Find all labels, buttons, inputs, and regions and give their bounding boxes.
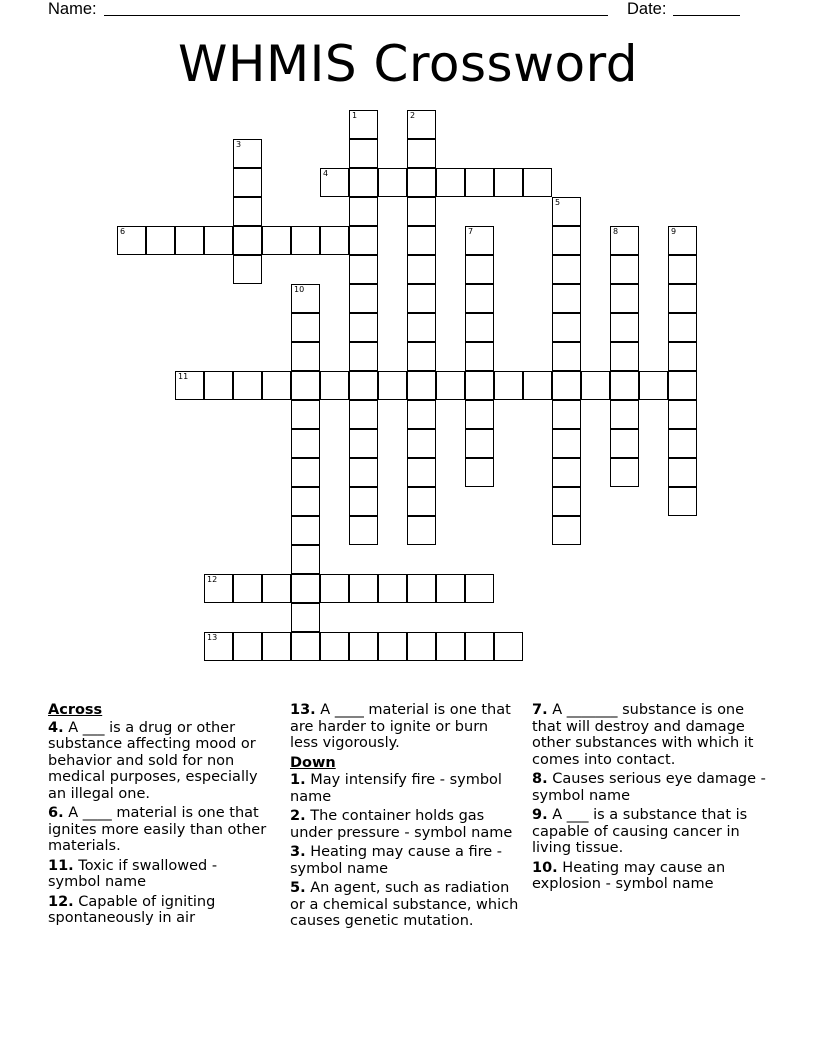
grid-cell[interactable] xyxy=(610,342,639,371)
grid-cell[interactable] xyxy=(291,516,320,545)
cell-number: 7 xyxy=(468,227,474,236)
grid-cell[interactable] xyxy=(407,400,436,429)
grid-cell[interactable] xyxy=(668,255,697,284)
grid-cell[interactable] xyxy=(668,284,697,313)
clue-number: 7. xyxy=(532,702,548,718)
grid-cell[interactable] xyxy=(233,139,262,168)
clue-number: 10. xyxy=(532,859,558,876)
grid-cell[interactable] xyxy=(291,487,320,516)
grid-cell[interactable] xyxy=(349,458,378,487)
grid-cell[interactable] xyxy=(320,632,349,661)
grid-cell[interactable] xyxy=(407,139,436,168)
clue-text: A ___ is a substance that is capable of causing cancer in living tissue. xyxy=(532,807,748,856)
grid-cell[interactable] xyxy=(465,400,494,429)
clue-down-3 xyxy=(290,844,520,877)
grid-cell[interactable] xyxy=(320,168,349,197)
cell-number: 4 xyxy=(323,169,329,178)
grid-cell[interactable] xyxy=(378,632,407,661)
clue-text: Toxic if swallowed - symbol name xyxy=(48,857,218,890)
grid-cell[interactable] xyxy=(175,371,204,400)
grid-cell[interactable] xyxy=(349,632,378,661)
grid-cell[interactable] xyxy=(407,226,436,255)
clue-number: 8. xyxy=(532,771,548,787)
grid-cell[interactable] xyxy=(349,371,378,400)
cell-number: 3 xyxy=(236,140,242,149)
grid-cell[interactable] xyxy=(668,487,697,516)
grid-cell[interactable] xyxy=(407,110,436,139)
clues-column-3 xyxy=(532,702,772,896)
grid-cell[interactable] xyxy=(349,139,378,168)
name-label: Name: xyxy=(48,0,97,18)
grid-cell[interactable] xyxy=(349,197,378,226)
grid-cell[interactable] xyxy=(349,284,378,313)
grid-cell[interactable] xyxy=(262,371,291,400)
clue-text: A ___ is a drug or other substance affecting mood or behavior and sold for non medical purposes, especially an illegal one. xyxy=(48,719,258,802)
date-label: Date: xyxy=(627,0,667,18)
grid-cell[interactable] xyxy=(610,458,639,487)
grid-cell[interactable] xyxy=(494,371,523,400)
cell-number: 11 xyxy=(178,372,189,381)
grid-cell[interactable] xyxy=(204,632,233,661)
grid-cell[interactable] xyxy=(407,313,436,342)
grid-cell[interactable] xyxy=(349,342,378,371)
cell-number: 6 xyxy=(120,227,126,236)
grid-cell[interactable] xyxy=(552,342,581,371)
grid-cell[interactable] xyxy=(291,574,320,603)
grid-cell[interactable] xyxy=(552,371,581,400)
across-heading: Across xyxy=(48,702,103,718)
grid-cell[interactable] xyxy=(668,429,697,458)
grid-cell[interactable] xyxy=(407,255,436,284)
grid-cell[interactable] xyxy=(436,371,465,400)
grid-cell[interactable] xyxy=(204,226,233,255)
cell-number: 2 xyxy=(410,111,416,120)
grid-cell[interactable] xyxy=(552,284,581,313)
cell-number: 8 xyxy=(613,227,619,236)
grid-cell[interactable] xyxy=(581,371,610,400)
grid-cell[interactable] xyxy=(639,371,668,400)
grid-cell[interactable] xyxy=(233,168,262,197)
grid-cell[interactable] xyxy=(291,313,320,342)
cell-number: 13 xyxy=(207,633,218,642)
grid-cell[interactable] xyxy=(465,429,494,458)
grid-cell[interactable] xyxy=(378,371,407,400)
cell-number: 9 xyxy=(671,227,677,236)
grid-cell[interactable] xyxy=(407,516,436,545)
clue-number: 1. xyxy=(290,772,306,788)
grid-cell[interactable] xyxy=(407,284,436,313)
clue-down-10 xyxy=(532,860,772,893)
clue-number: 3. xyxy=(290,844,306,860)
grid-cell[interactable] xyxy=(610,371,639,400)
grid-cell[interactable] xyxy=(668,313,697,342)
grid-cell[interactable] xyxy=(407,371,436,400)
grid-cell[interactable] xyxy=(233,632,262,661)
grid-cell[interactable] xyxy=(378,168,407,197)
grid-cell[interactable] xyxy=(233,255,262,284)
grid-cell[interactable] xyxy=(465,168,494,197)
clue-text: Capable of igniting spontaneously in air xyxy=(48,893,216,926)
grid-cell[interactable] xyxy=(668,400,697,429)
clue-text: A _______ substance is one that will destroy and damage other substances with which it comes into contact. xyxy=(532,702,754,768)
grid-cell[interactable] xyxy=(465,632,494,661)
grid-cell[interactable] xyxy=(407,458,436,487)
clue-number: 6. xyxy=(48,805,64,821)
grid-cell[interactable] xyxy=(146,226,175,255)
grid-cell[interactable] xyxy=(668,371,697,400)
grid-cell[interactable] xyxy=(407,632,436,661)
grid-cell[interactable] xyxy=(552,516,581,545)
grid-cell[interactable] xyxy=(552,429,581,458)
grid-cell[interactable] xyxy=(349,313,378,342)
grid-cell[interactable] xyxy=(523,168,552,197)
clue-number: 9. xyxy=(532,807,548,823)
grid-cell[interactable] xyxy=(262,226,291,255)
grid-cell[interactable] xyxy=(552,226,581,255)
clue-number: 12. xyxy=(48,893,74,910)
grid-cell[interactable] xyxy=(668,342,697,371)
grid-cell[interactable] xyxy=(349,255,378,284)
grid-cell[interactable] xyxy=(291,632,320,661)
grid-cell[interactable] xyxy=(378,574,407,603)
clue-down-7 xyxy=(532,702,772,768)
clue-number: 13. xyxy=(290,702,316,718)
clue-across-6 xyxy=(48,805,273,855)
clue-down-2 xyxy=(290,808,520,841)
page-title: WHMIS Crossword xyxy=(177,35,638,93)
grid-cell[interactable] xyxy=(320,574,349,603)
clue-number: 4. xyxy=(48,719,64,736)
grid-cell[interactable] xyxy=(465,342,494,371)
grid-cell[interactable] xyxy=(291,458,320,487)
clue-text: Causes serious eye damage - symbol name xyxy=(532,771,766,804)
grid-cell[interactable] xyxy=(610,255,639,284)
grid-cell[interactable] xyxy=(233,197,262,226)
grid-cell[interactable] xyxy=(552,400,581,429)
grid-cell[interactable] xyxy=(465,458,494,487)
grid-cell[interactable] xyxy=(407,197,436,226)
clue-text: A ____ material is one that ignites more easily than other materials. xyxy=(48,805,267,854)
name-line[interactable] xyxy=(104,15,608,16)
grid-cell[interactable] xyxy=(552,255,581,284)
grid-cell[interactable] xyxy=(465,313,494,342)
grid-cell[interactable] xyxy=(349,226,378,255)
clue-across-4 xyxy=(48,720,273,803)
grid-cell[interactable] xyxy=(349,429,378,458)
clue-text: A ____ material is one that are harder to ignite or burn less vigorously. xyxy=(290,702,511,751)
clue-text: Heating may cause an explosion - symbol name xyxy=(532,859,726,892)
grid-cell[interactable] xyxy=(262,574,291,603)
grid-cell[interactable] xyxy=(262,632,291,661)
grid-cell[interactable] xyxy=(465,574,494,603)
grid-cell[interactable] xyxy=(291,429,320,458)
grid-cell[interactable] xyxy=(117,226,146,255)
clue-text: May intensify fire - symbol name xyxy=(290,772,502,805)
grid-cell[interactable] xyxy=(349,168,378,197)
clue-across-13 xyxy=(290,702,520,752)
grid-cell[interactable] xyxy=(407,429,436,458)
clues-column-1 xyxy=(48,702,273,930)
cell-number: 12 xyxy=(207,575,218,584)
grid-cell[interactable] xyxy=(552,197,581,226)
grid-cell[interactable] xyxy=(668,458,697,487)
clue-down-5 xyxy=(290,880,520,930)
grid-cell[interactable] xyxy=(436,168,465,197)
grid-cell[interactable] xyxy=(552,458,581,487)
clue-text: The container holds gas under pressure - symbol name xyxy=(290,808,513,841)
grid-cell[interactable] xyxy=(610,400,639,429)
grid-cell[interactable] xyxy=(668,226,697,255)
grid-cell[interactable] xyxy=(407,342,436,371)
grid-cell[interactable] xyxy=(291,545,320,574)
grid-cell[interactable] xyxy=(610,429,639,458)
grid-cell[interactable] xyxy=(349,400,378,429)
grid-cell[interactable] xyxy=(610,226,639,255)
cell-number: 10 xyxy=(294,285,305,294)
grid-cell[interactable] xyxy=(291,226,320,255)
grid-cell[interactable] xyxy=(494,168,523,197)
clue-across-12 xyxy=(48,894,273,927)
grid-cell[interactable] xyxy=(349,110,378,139)
clue-down-8 xyxy=(532,771,772,804)
grid-cell[interactable] xyxy=(523,371,552,400)
grid-cell[interactable] xyxy=(552,313,581,342)
clue-down-1 xyxy=(290,772,520,805)
grid-cell[interactable] xyxy=(204,574,233,603)
grid-cell[interactable] xyxy=(465,284,494,313)
clues-column-2 xyxy=(290,702,520,933)
grid-cell[interactable] xyxy=(465,226,494,255)
grid-cell[interactable] xyxy=(610,284,639,313)
grid-cell[interactable] xyxy=(233,371,262,400)
grid-cell[interactable] xyxy=(465,371,494,400)
date-line[interactable] xyxy=(673,15,740,16)
grid-cell[interactable] xyxy=(320,226,349,255)
grid-cell[interactable] xyxy=(349,487,378,516)
grid-cell[interactable] xyxy=(436,632,465,661)
grid-cell[interactable] xyxy=(204,371,233,400)
clue-text: An agent, such as radiation or a chemical substance, which causes genetic mutation. xyxy=(290,880,519,929)
clue-text: Heating may cause a fire - symbol name xyxy=(290,844,503,877)
grid-cell[interactable] xyxy=(436,574,465,603)
grid-cell[interactable] xyxy=(291,603,320,632)
grid-cell[interactable] xyxy=(291,371,320,400)
grid-cell[interactable] xyxy=(291,342,320,371)
grid-cell[interactable] xyxy=(349,574,378,603)
grid-cell[interactable] xyxy=(349,516,378,545)
cell-number: 5 xyxy=(555,198,561,207)
cell-number: 1 xyxy=(352,111,358,120)
grid-cell[interactable] xyxy=(552,487,581,516)
clue-number: 2. xyxy=(290,808,306,824)
grid-cell[interactable] xyxy=(175,226,204,255)
grid-cell[interactable] xyxy=(465,255,494,284)
clue-down-9 xyxy=(532,807,772,857)
down-heading: Down xyxy=(290,754,336,771)
grid-cell[interactable] xyxy=(291,400,320,429)
grid-cell[interactable] xyxy=(610,313,639,342)
grid-cell[interactable] xyxy=(494,632,523,661)
clue-across-11 xyxy=(48,858,273,891)
grid-cell[interactable] xyxy=(320,371,349,400)
clue-number: 11. xyxy=(48,857,74,874)
grid-cell[interactable] xyxy=(233,574,262,603)
grid-cell[interactable] xyxy=(407,487,436,516)
grid-cell[interactable] xyxy=(291,284,320,313)
clue-number: 5. xyxy=(290,880,306,896)
grid-cell[interactable] xyxy=(233,226,262,255)
grid-cell[interactable] xyxy=(407,574,436,603)
grid-cell[interactable] xyxy=(407,168,436,197)
